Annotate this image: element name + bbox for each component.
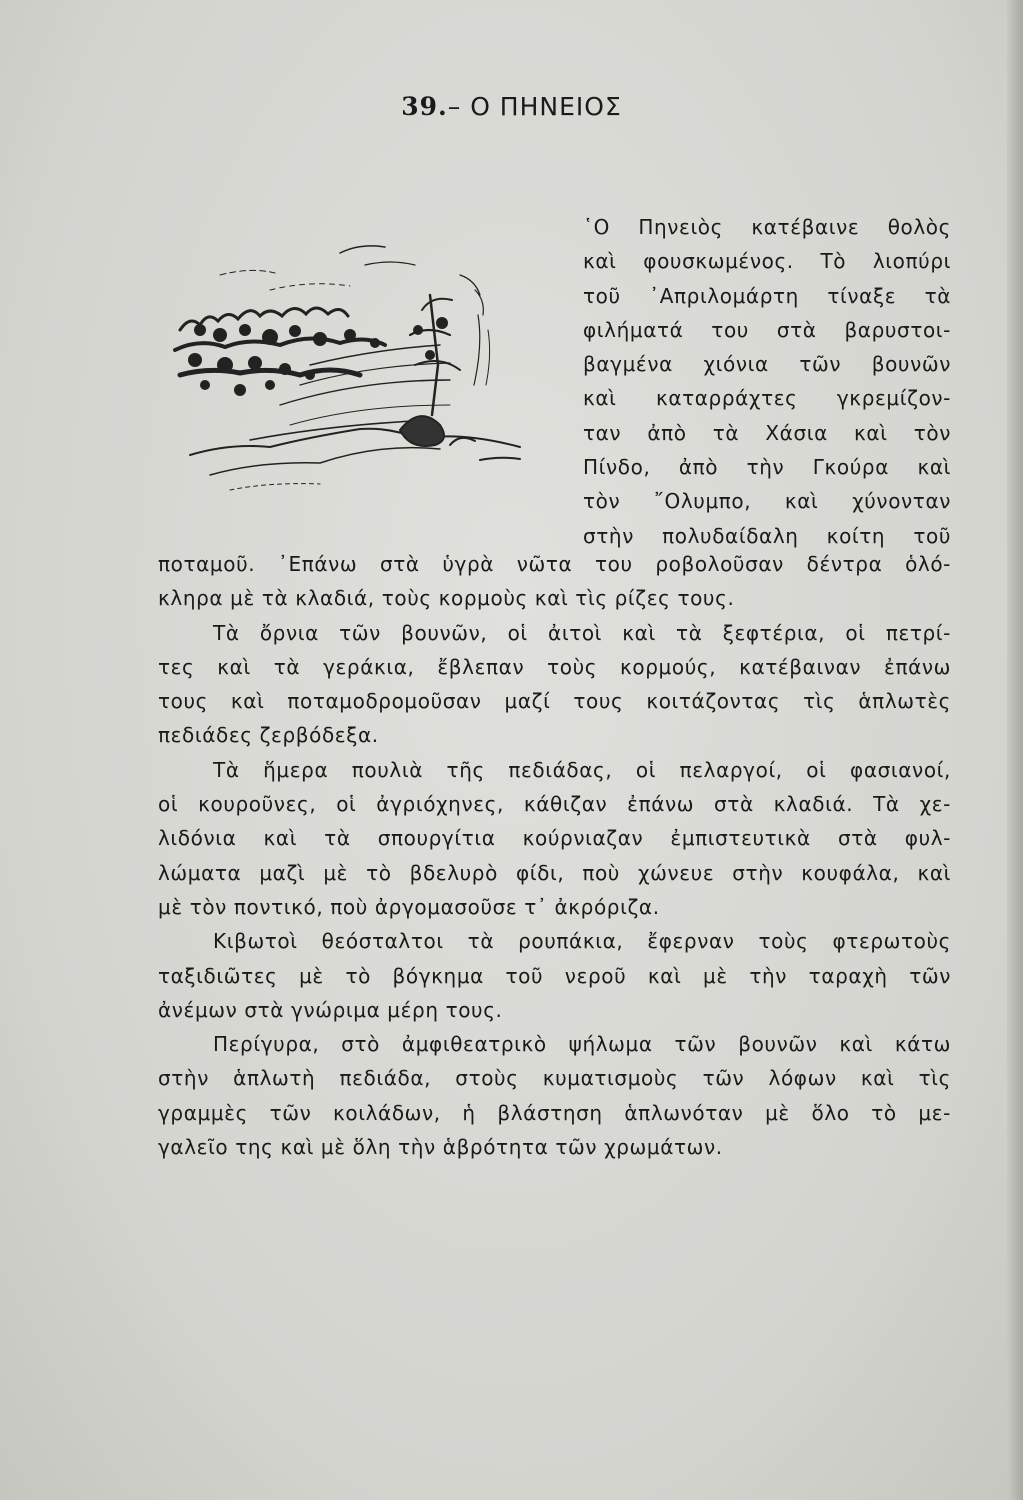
text-line: φιλήματά του στὰ βαρυστοι- (583, 317, 951, 342)
text-line: τες καὶ τὰ γεράκια, ἔβλεπαν τοὺς κορμούς, κατέβαιναν ἐπάνω (158, 654, 951, 679)
paragraph-5 (158, 1027, 951, 1164)
text-line: Πίνδο, ἀπὸ τὴν Γκούρα καὶ (583, 455, 951, 480)
text-line: Περίγυρα, στὸ ἀμφιθεατρικὸ ψήλωμα τῶν βουνῶν καὶ κάτω (213, 1032, 951, 1057)
text-line: βαγμένα χιόνια τῶν βουνῶν (583, 352, 951, 377)
text-line: στὴν ἁπλωτὴ πεδιάδα, στοὺς κυματισμοὺς τῶν λόφων καὶ τὶς (158, 1066, 951, 1091)
paragraph-2 (158, 616, 951, 753)
text-line: τους καὶ ποταμοδρομοῦσαν μαζί τους κοιτάζοντας τὶς ἁπλωτὲς (158, 689, 951, 714)
text-line: Τὰ ὄρνια τῶν βουνῶν, οἱ ἀιτοὶ καὶ τὰ ξεφτέρια, οἱ πετρί- (213, 620, 951, 645)
paragraph-4 (158, 924, 951, 1027)
river-landscape-illustration (160, 235, 550, 510)
text-line: ταξιδιῶτες μὲ τὸ βόγκημα τοῦ νεροῦ καὶ μὲ τὴν ταραχὴ τῶν (158, 963, 951, 988)
text-line: λώματα μαζὶ μὲ τὸ βδελυρὸ φίδι, ποὺ χώνευε στὴν κουφάλα, καὶ (158, 860, 951, 885)
text-line: γραμμὲς τῶν κοιλάδων, ἡ βλάστηση ἁπλωνόταν μὲ ὅλο τὸ με- (158, 1100, 951, 1125)
text-line: ἀνέμων στὰ γνώριμα μέρη τους. (158, 997, 503, 1022)
paragraph-1-bottom (158, 547, 951, 616)
text-line: λιδόνια καὶ τὰ σπουργίτια κούρνιαζαν ἐμπιστευτικὰ στὰ φυλ- (158, 826, 951, 851)
text-line: στὴν πολυδαίδαλη κοίτη τοῦ (583, 523, 951, 548)
text-line: Κιβωτοὶ θεόσταλτοι τὰ ρουπάκια, ἔφερναν τοὺς φτερωτοὺς (213, 929, 951, 954)
text-line: καὶ φουσκωμένος. Τὸ λιοπύρι (583, 249, 951, 274)
text-line: κληρα μὲ τὰ κλαδιά, τοὺς κορμοὺς καὶ τὶς ρίζες τους. (158, 586, 735, 611)
text-line: τοῦ ᾿Απριλομάρτη τίναξε τὰ (583, 283, 951, 308)
text-line: τὸν ῎Ολυμπο, καὶ χύνονταν (583, 489, 951, 514)
chapter-separator: – (447, 92, 462, 121)
paragraph-1-top (583, 210, 951, 553)
text-line: μὲ τὸν ποντικό, ποὺ ἀργομασοῦσε τ᾿ ἀκρόριζα. (158, 894, 660, 919)
text-line: πεδιάδες ζερβόδεξα. (158, 723, 379, 748)
main-text (158, 547, 951, 1164)
chapter-number: 39. (401, 92, 448, 121)
text-line: οἱ κουροῦνες, οἱ ἀγριόχηνες, κάθιζαν ἐπάνω στὰ κλαδιά. Τὰ χε- (158, 792, 951, 817)
chapter-title-text: Ο ΠΗΝΕΙΟΣ (470, 92, 622, 121)
text-line: ῾Ο Πηνειὸς κατέβαινε θολὸς (583, 215, 951, 239)
text-line: ποταμοῦ. ᾿Επάνω στὰ ὑγρὰ νῶτα του ροβολοῦσαν δέντρα ὁλό- (158, 552, 951, 576)
page-edge-shadow (1007, 0, 1023, 1500)
chapter-title (0, 92, 1023, 121)
text-line: Τὰ ἥμερα πουλιὰ τῆς πεδιάδας, οἱ πελαργοί, οἱ φασιανοί, (213, 757, 951, 782)
text-line: γαλεῖο της καὶ μὲ ὅλη τὴν ἁβρότητα τῶν χρωμάτων. (158, 1135, 723, 1160)
text-line: ταν ἀπὸ τὰ Χάσια καὶ τὸν (583, 420, 951, 445)
text-line: καὶ καταρράχτες γκρεμίζον- (583, 386, 951, 411)
paragraph-3 (158, 753, 951, 924)
